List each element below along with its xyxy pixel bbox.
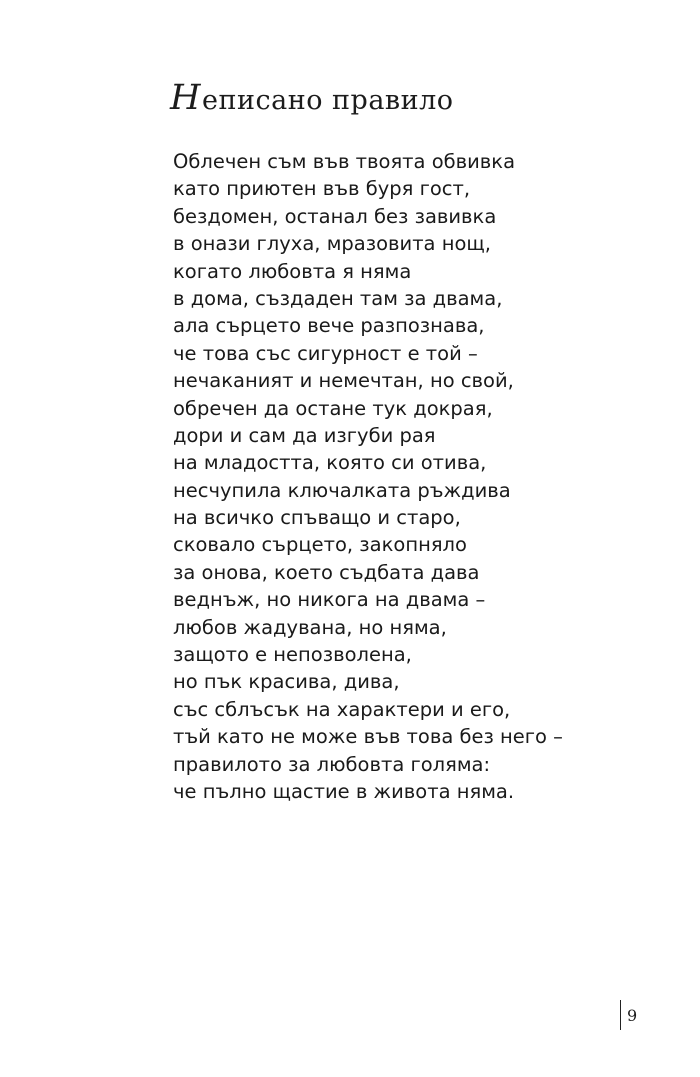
poem-line: че това със сигурност е той – xyxy=(173,341,478,365)
poem-line: дори и сам да изгуби рая xyxy=(173,423,436,447)
poem-line: Облечен съм във твоята обвивка xyxy=(173,150,516,173)
poem-line: като приютен във буря гост, xyxy=(173,177,471,201)
page-footer xyxy=(620,1000,637,1030)
poem-line: в дома, създаден там за двама, xyxy=(173,286,503,310)
poem-line: любов жадувана, но няма, xyxy=(173,615,447,639)
poem-body xyxy=(173,148,673,805)
poem-title xyxy=(170,78,454,118)
poem-line: бездомен, останал без завивка xyxy=(173,204,497,228)
poem-line: правилото за любовта голяма: xyxy=(173,752,491,776)
poem-line: обречен да остане тук докрая, xyxy=(173,396,493,420)
poem-line: несчупила ключалката ръждива xyxy=(173,478,511,502)
poem-line: веднъж, но никога на двама – xyxy=(173,588,486,612)
poem-line: нечаканият и немечтан, но свой, xyxy=(173,369,514,393)
page-number-divider xyxy=(620,1000,621,1030)
poem-line: за онова, което съдбата дава xyxy=(173,560,480,584)
poem-line: сковало сърцето, закопняло xyxy=(173,533,467,557)
poem-line: когато любовта я няма xyxy=(173,259,412,283)
poem-line: защото е непозволена, xyxy=(173,643,412,667)
title-rest: еписано правило xyxy=(202,85,454,116)
title-initial: Н xyxy=(170,78,202,118)
poem-line: тъй като не може във това без него – xyxy=(173,725,563,749)
poem-line: в онази глуха, мразовита нощ, xyxy=(173,232,491,256)
poem-line: но пък красива, дива, xyxy=(173,670,400,694)
poem-line: ала сърцето вече разпознава, xyxy=(173,314,485,338)
poem-line: на младостта, която си отива, xyxy=(173,451,487,475)
poem-line: със сблъсък на характери и его, xyxy=(173,697,511,721)
poem-line: на всичко спъващо и старо, xyxy=(173,506,461,530)
page-number: 9 xyxy=(627,1005,638,1025)
poem-line: че пълно щастие в живота няма. xyxy=(173,779,515,803)
